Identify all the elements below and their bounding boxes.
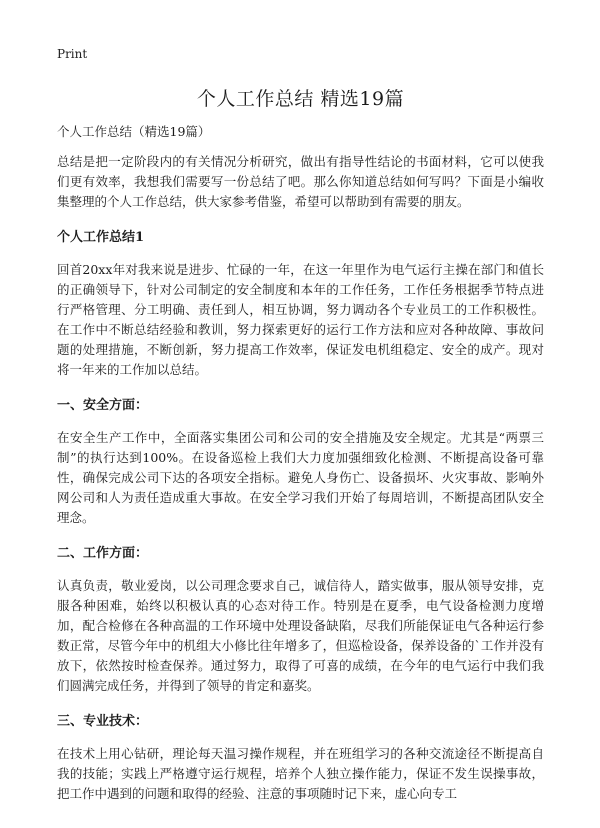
section-heading-safety: 一、安全方面： — [57, 398, 149, 413]
section-body-technique: 在技术上用心钻研，理论每天温习操作规程，并在班组学习的各种交流途径不断提高自我的技能；实践上严格遵守运行规程，培养个人独立操作能力，保证不发生误操事故，把工作中遇到的问题和取得的经验、注意的事项随时记下来，虚心向专工 — [57, 746, 544, 801]
section-body-work: 认真负责，敬业爱岗，以公司理念要求自己，诚信待人，踏实做事，服从领导安排，克服各种困难，始终以积极认真的心态对待工作。特别是在夏季，电气设备检测力度增加，配合检修在各种高温的工作环境中处理设备缺陷，尽我们所能保证电气各种运行参数正常，尽管今年中的机组大小修比往年增多了，但巡检设备，保养设备的`工作并没有放下，依然按时检查保养。通过努力，取得了可喜的成绩，在今年的电气运行中我们我们圆满完成任务，并得到了领导的肯定和嘉奖。 — [57, 578, 544, 693]
section-body-safety: 在安全生产工作中，全面落实集团公司和公司的安全措施及安全规定。尤其是“两票三制”的执行达到100%。在设备巡检上我们大力度加强细致化检测、不断提高设备可靠性，确保完成公司下达的各项安全指标。避免人身伤亡、设备损坏、火灾事故、影响外网公司和人为责任造成重大事故。在安全学习我们开始了每周培训，不断提高团队安全理念。 — [57, 430, 544, 525]
intro-paragraph: 总结是把一定阶段内的有关情况分析研究，做出有指导性结论的书面材料，它可以使我们更有效率，我想我们需要写一份总结了吧。那么你知道总结如何写吗？下面是小编收集整理的个人工作总结，供大家参考借鉴，希望可以帮助到有需要的朋友。 — [57, 154, 544, 209]
section-heading-work: 二、工作方面： — [57, 546, 149, 561]
print-label[interactable]: Print — [57, 47, 88, 61]
section-heading-technique: 三、专业技术： — [57, 714, 149, 729]
document-subtitle: 个人工作总结（精选19篇） — [57, 124, 211, 139]
document-title: 个人工作总结 精选19篇 — [196, 88, 405, 110]
section-body-summary-1: 回首20xx年对我来说是进步、忙碌的一年，在这一年里作为电气运行主操在部门和值长的正确领导下，针对公司制定的安全制度和本年的工作任务，工作任务根据季节特点进行严格管理、分工明确、责任到人，相互协调，努力调动各个专业员工的工作积极性。在工作中不断总结经验和教训，努力探索更好的运行工作方法和应对各种故障、事故问题的处理措施，不断创新，努力提高工作效率，保证发电机组稳定、安全的成产。现对将一年来的工作加以总结。 — [57, 262, 544, 377]
section-heading-summary-1: 个人工作总结1 — [57, 230, 145, 245]
